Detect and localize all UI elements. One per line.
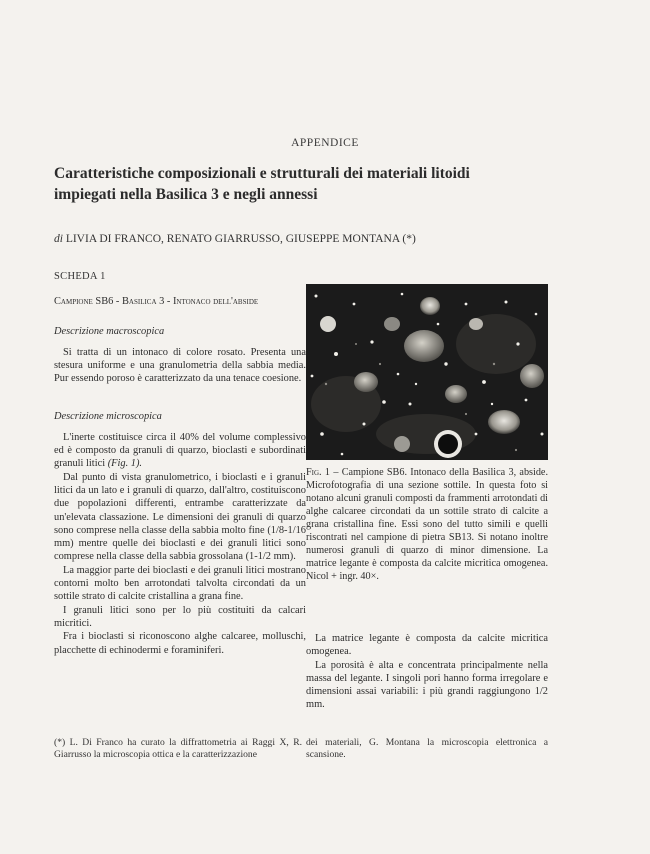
authors-prefix: di bbox=[54, 233, 63, 245]
micro-heading: Descrizione microscopica bbox=[54, 411, 162, 423]
right-paragraph-1: La matrice legante è composta da calcite micritica omogenea. bbox=[306, 633, 548, 658]
running-head: APPENDICE bbox=[291, 137, 359, 149]
footnote-right: dei materiali, G. Montana la microscopia elettronica a scansione. bbox=[306, 737, 548, 760]
micrograph-image bbox=[306, 284, 548, 460]
micro-paragraph-5: Fra i bioclasti si riconoscono alghe calcaree, molluschi, placchette di echinodermi e foraminiferi. bbox=[54, 631, 306, 656]
micro-paragraph-3: La maggior parte dei bioclasti e dei granuli litici mostrano contorni molto ben arrotondati talvolta circondati da un sottile strato di calcite cristallina a grana fine. bbox=[54, 564, 306, 603]
right-paragraph-2: La porosità è alta e concentrata principalmente nella massa del legante. I singoli pori hanno forma irregolare e dimensioni assai variabili: i più grandi raggiungono 1/2 mm. bbox=[306, 659, 548, 711]
micro-p1-text: L'inerte costituisce circa il 40% del volume complessivo ed è composto da granuli di quarzo, bioclasti e subordinati granuli litici bbox=[54, 431, 306, 470]
sample-title: Campione SB6 - Basilica 3 - Intonaco dell'abside bbox=[54, 296, 259, 307]
section-spacer bbox=[54, 385, 306, 410]
micrograph-figure bbox=[306, 284, 548, 460]
article-title: Caratteristiche composizionali e strutturali dei materiali litoidi impiegati nella Basilica 3 e negli annessi bbox=[54, 165, 470, 203]
footnote-left: (*) L. Di Franco ha curato la diffrattometria ai Raggi X, R. Giarrusso la microscopia ottica e la caratterizzazione bbox=[54, 737, 302, 760]
macro-text: Si tratta di un intonaco di colore rosato. Presenta una stesura uniforme e una granulometria della sabbia media. Pur essendo poroso è caratterizzato da una tenace coesione. bbox=[54, 346, 306, 385]
scheda-heading: SCHEDA 1 bbox=[54, 271, 106, 282]
authors-line bbox=[54, 233, 574, 245]
micro-paragraph-1 bbox=[54, 431, 306, 471]
figure-reference: (Fig. 1). bbox=[107, 458, 143, 470]
authors-names: LIVIA DI FRANCO, RENATO GIARRUSSO, GIUSEPPE MONTANA (*) bbox=[65, 233, 416, 245]
left-column bbox=[54, 295, 306, 657]
figure-label: Fig. 1 bbox=[306, 467, 330, 478]
figure-caption bbox=[306, 466, 548, 583]
micro-paragraph-2: Dal punto di vista granulometrico, i bioclasti e i granuli litici da un lato e i granuli di quarzo, dall'altro, costituiscono due popolazioni differenti, entrambe caratterizzate da un'elevata classazione. Le dimensioni dei granuli di quarzo sono comprese nella classe della sabbia molto fine (1/8-1/16 mm) mentre quelle dei bioclasti e dei granuli litici sono comprese nella classe della sabbia grossolana (1-1/2 mm). bbox=[54, 471, 306, 563]
figure-caption-text: – Campione SB6. Intonaco della Basilica 3, abside. Microfotografia di una sezione sottile. In questa foto si notano alcuni granuli composti da frammenti arrotondati di alghe calcaree circondati da un sottile strato di calcite a grana cristallina fine. Essi sono del tutto simili e quelli riscontrati nel campione di pietra SB13. Si notano inoltre numerosi granuli di quarzo di minor dimensione. La matrice legante è composta da calcite micritica omogenea. Nicol + ingr. 40×. bbox=[306, 467, 548, 582]
micro-paragraph-4: I granuli litici sono per lo più costituiti da calcari micritici. bbox=[54, 604, 306, 629]
macro-heading: Descrizione macroscopica bbox=[54, 326, 165, 338]
right-column bbox=[306, 632, 548, 712]
